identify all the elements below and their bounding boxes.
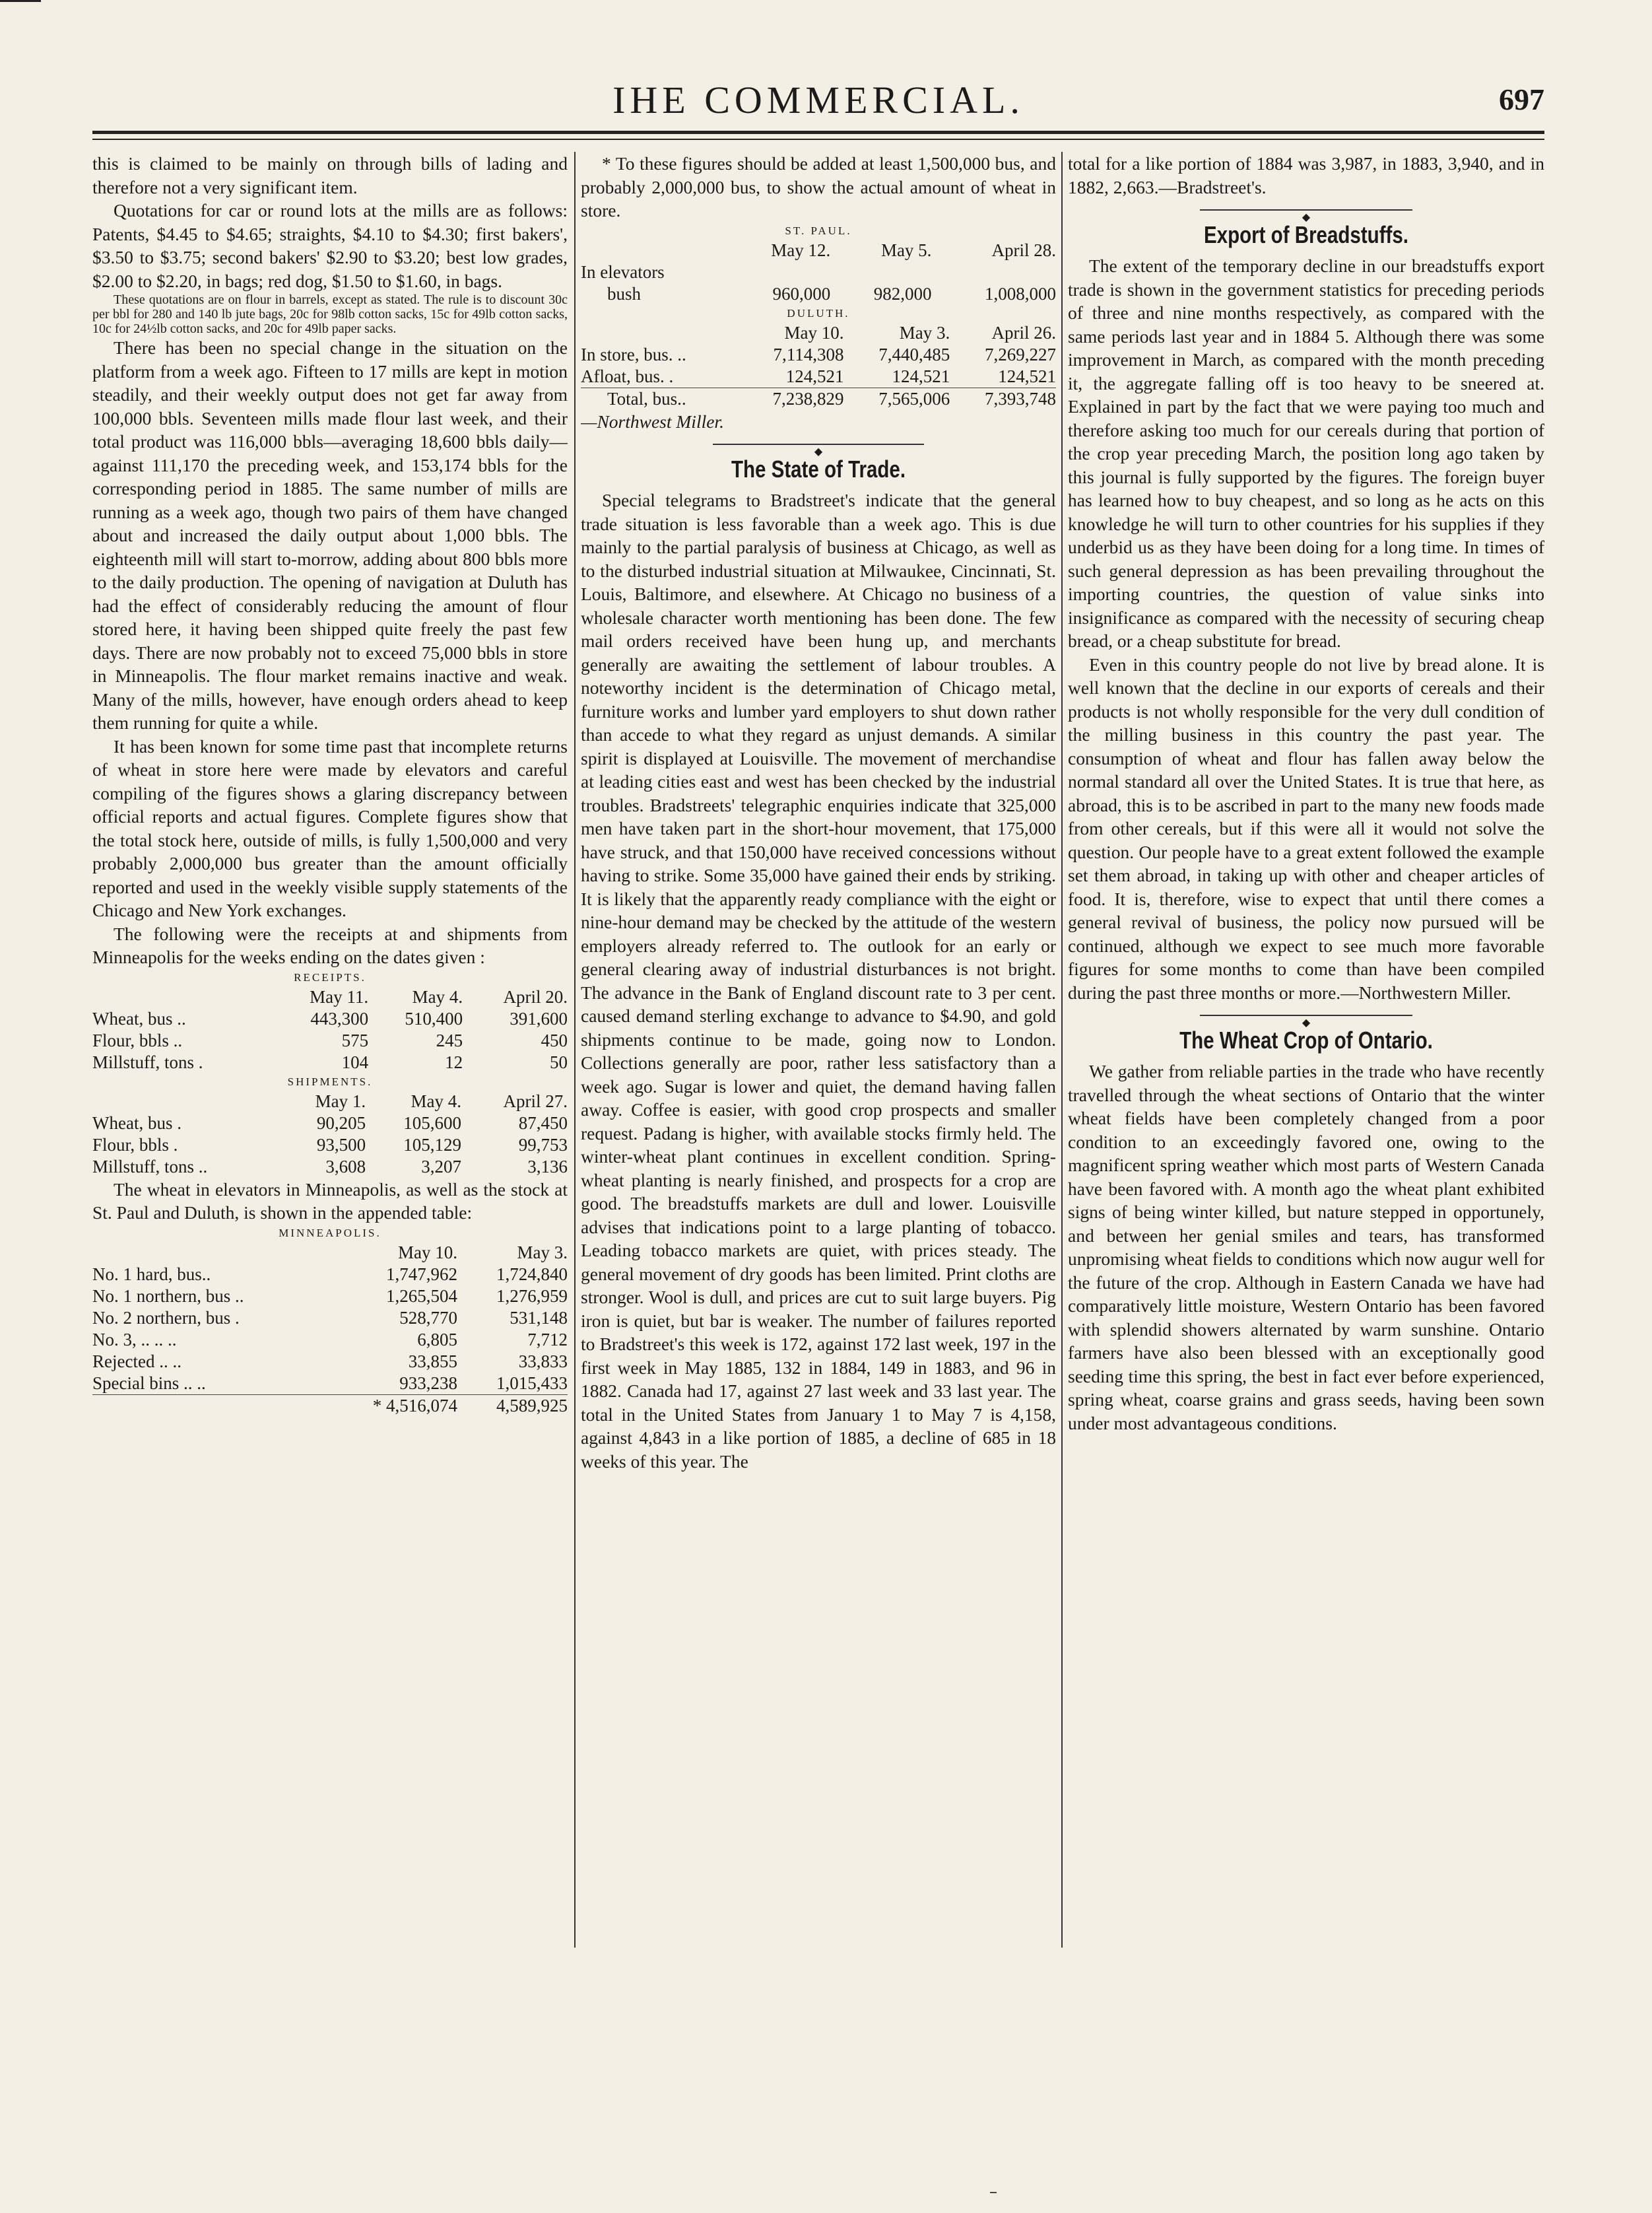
row-label: bush [607, 283, 642, 304]
header-cell [581, 240, 727, 261]
header-cell: April 20. [503, 986, 568, 1007]
column-divider [1061, 152, 1063, 1948]
paragraph: We gather from reliable parties in the trade who have recently travelled through the wheat sections of Ontario that the winter wheat fields have been completely changed from a poor condition to an exceedingly favored one, owing to the magnificent spring weather which most parts of Western Canada have been favored with. A month ago the wheat plant exhibited signs of being winter killed, but nature stepped in opportunely, and between her genial smiles and tears, has transformed unpromising wheat fields to conditions which now augur well for the future of the crop. Although in Eastern Canada we have had comparatively little moisture, Western Ontario has been favored with splendid showers alternated by warm sunshine. Ontario farmers have also been blessed with an exceptionally good seeding time this spring, the best in fact ever before experienced, spring wheat, coarse grains and grass seeds, having been sown under most advantageous conditions. [1068, 1061, 1544, 1433]
row-label: Flour, bbls .. [92, 1030, 183, 1050]
masthead-title: IHE COMMERCIAL. [612, 79, 1024, 121]
table-cell: 960,000 [772, 283, 831, 304]
paragraph: The following were the receipts at and shipments from Minneapolis for the weeks ending on the dates given : [92, 923, 568, 967]
header-cell: May 11. [310, 986, 369, 1007]
table-caption: MINNEAPOLIS. [279, 1226, 381, 1239]
row-label: No. 3, .. .. .. [92, 1329, 177, 1349]
header-cell: May 4. [411, 1091, 461, 1111]
table-cell [931, 261, 1056, 283]
table-cell: 7,712 [527, 1329, 568, 1349]
divider-ornament: ◆ [810, 446, 826, 458]
paragraph: It has been known for some time past that incomplete returns of wheat in store here were made by elevators and careful compiling of the figures shows a glaring discrepancy between official reports and actual figures. Complete figures show that the total stock here, outside of mills, is fully 1,500,000 and very probably 2,000,000 bus greater than the amount officially reported and used in the weekly visible supply statements of the Chicago and New York exchanges. [92, 735, 568, 920]
article-heading: Export of Breadstuffs. [1203, 221, 1408, 248]
row-label: Flour, bbls . [92, 1134, 178, 1155]
table-cell: 1,015,433 [496, 1373, 568, 1393]
paragraph: total for a like portion of 1884 was 3,987, in 1883, 3,940, and in 1882, 2,663.—Bradstreet's. [1068, 153, 1544, 197]
table-cell: 391,600 [510, 1008, 568, 1029]
header-cell: May 10. [398, 1242, 458, 1262]
table-total-row [581, 388, 1056, 410]
table-cell: 7,238,829 [738, 388, 844, 410]
table-cell: 3,207 [421, 1156, 461, 1176]
row-label: Wheat, bus .. [92, 1008, 186, 1029]
source-credit: —Northwest Miller. [581, 411, 724, 432]
row-label: In elevators [581, 261, 665, 282]
row-label: Rejected .. .. [92, 1351, 182, 1371]
row-label: Total, bus.. [581, 388, 738, 410]
divider-ornament: ◆ [1298, 1017, 1314, 1029]
header-cell: April 27. [503, 1091, 568, 1111]
table-cell [727, 261, 830, 283]
masthead [92, 78, 1544, 124]
paragraph: Even in this country people do not live by bread alone. It is well known that the decline in our exports of cereals and their products is not wholly responsible for the very dull condition of the milling business in this country the past year. The consumption of wheat and flour has fallen away below the normal standard all over the United States. It is true that here, as abroad, this is to be ascribed in part to the many new foods made from other cereals, but if this were all it would not solve the question. Our people have to a great extent followed the example set them abroad, in taking up with other and cheaper articles of food. It is, therefore, wise to expect that until there comes a general revival of business, the policy now pursued will be continued, although we expect to see much more favorable figures for some months to come than have been compiled during the past three months or more.—Northwestern Miller. [1068, 654, 1544, 1003]
table-cell: 245 [436, 1030, 463, 1050]
row-label: Millstuff, tons . [92, 1052, 203, 1072]
table-caption: ST. PAUL. [785, 224, 852, 237]
minneapolis-table [92, 1242, 568, 1417]
header-cell: May 3. [517, 1242, 568, 1262]
table-row [92, 1307, 568, 1329]
table-cell: 124,521 [892, 366, 950, 386]
table-row [92, 1030, 568, 1052]
table-row [92, 1351, 568, 1373]
table-cell: 1,265,504 [386, 1285, 458, 1306]
header-cell: May 4. [412, 986, 463, 1007]
table-cell: 105,129 [403, 1134, 461, 1155]
table-row [92, 1112, 568, 1134]
table-cell: 124,521 [785, 366, 844, 386]
masthead-rule-thin [92, 139, 1544, 140]
paragraph: The wheat in elevators in Minneapolis, as well as the stock at St. Paul and Duluth, is shown in the appended table: [92, 1178, 568, 1223]
table-row [92, 1156, 568, 1178]
table-cell: 99,753 [518, 1134, 568, 1155]
paragraph: The extent of the temporary decline in our breadstuffs export trade is shown in the government statistics for preceding periods of three and nine months respectively, as compared with the same periods last year and in 1884 5. Although there was some improvement in March, as compared with the month preceding it, the aggregate falling off is too heavy to be sneered at. Explained in part by the fact that we were paying too much and therefore asking too much for our cereals during that portion of the crop year preceding March, the position long ago taken by this journal is fully supported by the figures. The foreign buyer has learned how to buy cheapest, and so long as he acts on this knowledge he will turn to other countries for his supplies if they underbid us as they have been doing for a long time. In times of such general depression as has been prevailing throughout the importing countries, the question of value sinks into insignificance as compared with the necessity of securing cheap bread, or a cheap substitute for bread. [1068, 255, 1544, 651]
table-cell: 982,000 [873, 283, 932, 304]
header-cell [92, 986, 273, 1008]
table-cell: 7,393,748 [950, 388, 1056, 410]
table-cell: 87,450 [518, 1112, 568, 1133]
header-cell: April 28. [991, 240, 1056, 260]
table-header-row [581, 322, 1056, 344]
header-cell [581, 322, 738, 344]
section-divider [581, 441, 1056, 458]
table-cell: 7,440,485 [878, 344, 950, 364]
table-cell: 7,114,308 [773, 344, 844, 364]
table-cell: 50 [550, 1052, 568, 1072]
row-label: Millstuff, tons .. [92, 1156, 208, 1176]
page-number: 697 [1499, 83, 1544, 116]
table-cell: 933,238 [399, 1373, 458, 1393]
table-row [581, 283, 1056, 305]
row-label [92, 1394, 327, 1417]
table-cell: 1,724,840 [496, 1264, 568, 1284]
table-cell: 7,269,227 [985, 344, 1056, 364]
table-row [581, 366, 1056, 388]
paragraph: There has been no special change in the situation on the platform from a week ago. Fifteen to 17 mills are kept in motion steadily, and their weekly output does not get far away from 100,000 bbls. Seventeen mills made flour last week, and their total product was 116,000 bbls—averaging 18,600 bbls daily—against 111,170 the preceding week, and 153,174 bbls for the corresponding period in 1885. The same number of mills are running as a week ago, though two pairs of them have changed about and increased the daily output about 1,000 bbls. The eighteenth mill will start to-morrow, adding about 800 bbls more to the daily production. The opening of navigation at Duluth has had the effect of considerably reducing the amount of flour stored here, it having been shipped quite freely the past few days. There are now probably not to exceed 75,000 bbls in store in Minneapolis. The flour market remains inactive and weak. Many of the mills, however, have enough orders ahead to keep them running for quite a while. [92, 337, 568, 733]
paragraph: * To these figures should be added at least 1,500,000 bus, and probably 2,000,000 bus, to show the actual amount of wheat in store. [581, 153, 1056, 221]
table-row [92, 1373, 568, 1395]
table-row [92, 1052, 568, 1073]
table-cell: 531,148 [510, 1307, 568, 1328]
table-cell: 7,565,006 [843, 388, 950, 410]
table-cell: 33,833 [518, 1351, 568, 1371]
footnote: These quotations are on flour in barrels, except as stated. The rule is to discount 30c per bbl for 280 and 140 lb jute bags, 20c for 98lb cotton sacks, 15c for 49lb cotton sacks, 10c for 24½lb cotton sacks, and 20c for 49lb paper sacks. [92, 292, 568, 336]
section-divider [1068, 1012, 1544, 1029]
row-label: Afloat, bus. . [581, 366, 674, 386]
row-label: Wheat, bus . [92, 1112, 182, 1133]
table-caption: DULUTH. [787, 306, 850, 320]
table-header-row [581, 240, 1056, 261]
header-cell: May 12. [771, 240, 831, 260]
table-cell: * 4,516,074 [327, 1394, 457, 1417]
article-heading: The Wheat Crop of Ontario. [1179, 1027, 1433, 1054]
st-paul-table [581, 240, 1056, 305]
table-row [92, 1134, 568, 1156]
table-cell: 33,855 [408, 1351, 458, 1371]
table-row [92, 1329, 568, 1351]
table-cell: 90,205 [316, 1112, 366, 1133]
column-1 [92, 152, 568, 2172]
table-cell: 450 [541, 1030, 568, 1050]
article-heading: The State of Trade. [731, 456, 906, 483]
header-cell: May 3. [899, 322, 950, 343]
table-cell: 6,805 [417, 1329, 458, 1349]
paragraph: Quotations for car or round lots at the mills are as follows: Patents, $4.45 to $4.65; straights, $4.10 to $4.30; first bakers', $3.50 to $3.75; second bakers' $2.90 to $3.20; best low grades, $2.00 to $2.20, in bags; red dog, $1.50 to $1.60, in bags. [92, 200, 568, 291]
table-cell: 443,300 [310, 1008, 369, 1029]
row-label: Special bins .. .. [92, 1373, 206, 1393]
table-row [92, 1008, 568, 1030]
table-cell: 104 [341, 1052, 369, 1072]
row-label: No. 2 northern, bus . [92, 1307, 240, 1328]
table-row [581, 344, 1056, 366]
table-cell: 4,589,925 [457, 1394, 568, 1417]
table-row [581, 261, 1056, 283]
header-cell [92, 1091, 282, 1112]
table-caption: SHIPMENTS. [287, 1075, 373, 1088]
table-header-row [92, 986, 568, 1008]
masthead-rule [92, 131, 1544, 134]
column-3 [1068, 152, 1544, 2172]
section-divider [1068, 207, 1544, 223]
table-cell: 1,276,959 [496, 1285, 568, 1306]
table-cell: 510,400 [405, 1008, 463, 1029]
table-cell: 12 [445, 1052, 463, 1072]
table-cell: 93,500 [316, 1134, 366, 1155]
column-2 [581, 152, 1056, 2172]
paragraph: Special telegrams to Bradstreet's indicate that the general trade situation is less favorable than a week ago. This is due mainly to the partial paralysis of business at Chicago, as well as to the disturbed industrial situation at Milwaukee, Cincinnati, St. Louis, Baltimore, and elsewhere. At Chicago no business of a wholesale character worth mentioning has been done. The few mail orders received have been hung up, and merchants generally are awaiting the settlement of labour troubles. A noteworthy incident is the determination of Chicago metal, furniture works and lumber yard employers to shut down rather than accede to what they regard as unjust demands. A similar spirit is displayed at Louisville. The movement of merchandise at leading cities east and west has been checked by the industrial troubles. Bradstreets' telegraphic enquiries indicate that 325,000 men have taken part in the short-hour movement, that 175,000 have struck, and that 150,000 have received concessions without having to strike. Some 35,000 have gained their ends by striking. It is likely that the apparently ready compliance with the eight or nine-hour demand may be checked by the attitude of the western employers already referred to. The outlook for an early or general clearing away of industrial disturbances is not bright. The advance in the Bank of England discount rate to 3 per cent. caused demand sterling exchange to advance to $4.90, and gold shipments continue to be made, going now to London. Collections generally are poor, rather less satisfactory than a week ago. Sugar is lower and quiet, the demand having fallen away. Coffee is easier, with good crop prospects and smaller request. Padang is higher, with available stocks firmly held. The winter-wheat plant continues in excellent condition. Spring-wheat planting is nearly finished, and prospects for a crop are good. The breadstuffs markets are dull and lower. Louisville advises that indications point to a large planting of tobacco. Leading tobacco markets are quiet, with prices steady. The general movement of dry goods has been limited. Print cloths are stronger. Wool is dull, and prices are cut to suit large buyers. Pig iron is quiet, but bar is weaker. The number of failures reported to Bradstreet's this week is 172, against 172 last week, 197 in the first week in May 1885, 132 in 1884, 149 in 1883, and 96 in 1882. Canada had 17, against 27 last week and 33 last year. The total in the United States from January 1 to May 7 is 4,158, against 4,843 in a like portion of 1885, a decline of 685 in 18 weeks of this year. The [581, 490, 1056, 1472]
header-cell: May 5. [880, 240, 932, 260]
header-cell [92, 1242, 327, 1264]
table-cell: 528,770 [399, 1307, 458, 1328]
paragraph: this is claimed to be mainly on through bills of lading and therefore not a very significant item. [92, 153, 568, 197]
header-cell: May 1. [315, 1091, 366, 1111]
divider-ornament: ◆ [1298, 212, 1314, 223]
table-total-row [92, 1394, 568, 1417]
table-header-row [92, 1091, 568, 1112]
row-label: No. 1 hard, bus.. [92, 1264, 211, 1284]
row-label: In store, bus. .. [581, 344, 686, 364]
shipments-table [92, 1091, 568, 1178]
table-cell: 3,136 [527, 1156, 568, 1176]
column-divider [574, 152, 576, 1948]
duluth-table [581, 322, 1056, 410]
header-cell: May 10. [784, 322, 844, 343]
table-cell: 575 [341, 1030, 369, 1050]
table-cell: 3,608 [325, 1156, 366, 1176]
table-cell: 1,008,000 [985, 283, 1056, 304]
table-header-row [92, 1242, 568, 1264]
header-cell: April 26. [991, 322, 1056, 343]
table-row [92, 1285, 568, 1307]
table-row [92, 1264, 568, 1285]
corner-rule [0, 0, 41, 2]
table-cell: 124,521 [998, 366, 1056, 386]
row-label: No. 1 northern, bus .. [92, 1285, 244, 1306]
table-cell: 105,600 [403, 1112, 461, 1133]
table-caption: RECEIPTS. [294, 970, 366, 984]
page-bottom-mark [990, 2192, 997, 2193]
table-cell: 1,747,962 [386, 1264, 458, 1284]
table-cell [830, 261, 931, 283]
receipts-table [92, 986, 568, 1073]
